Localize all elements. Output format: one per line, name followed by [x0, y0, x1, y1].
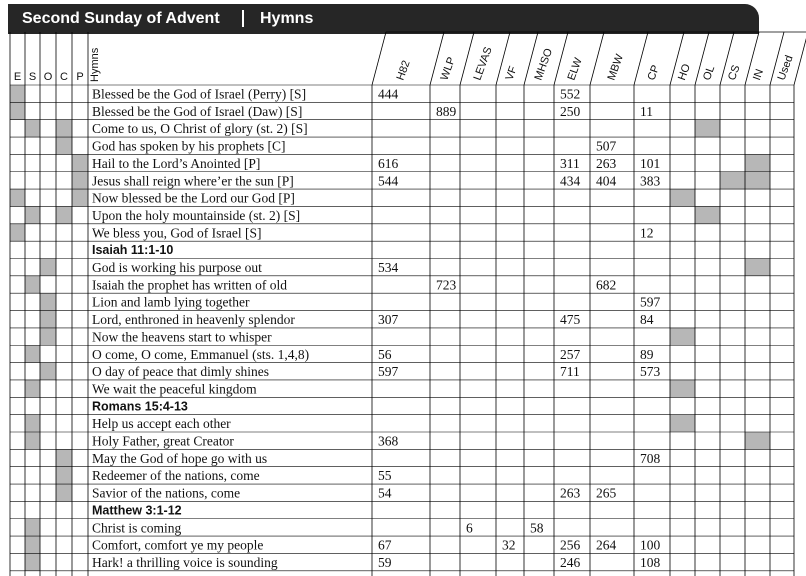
- column-header-ho: HO: [676, 62, 693, 83]
- hymn-title: Upon the holy mountainside (st. 2) [S]: [92, 207, 301, 223]
- hymn-title: Savior of the nations, come: [92, 485, 241, 501]
- column-header-cp: CP: [645, 63, 663, 83]
- shaded-cell: [745, 432, 770, 449]
- hymn-number: 56: [378, 346, 392, 362]
- shaded-cell: [56, 120, 72, 137]
- hymn-number: 444: [378, 86, 399, 102]
- hymn-number: 6: [466, 520, 473, 536]
- hymn-number: 263: [596, 155, 617, 171]
- column-header-in: IN: [751, 67, 767, 83]
- hymn-title: May the God of hope go with us: [92, 450, 268, 466]
- hymn-title: Isaiah the prophet has written of old: [92, 277, 287, 293]
- shaded-cell: [56, 484, 72, 501]
- hymn-number: 723: [436, 277, 457, 293]
- hymn-number: 368: [378, 433, 399, 449]
- shaded-cell: [40, 311, 56, 328]
- hymn-number: 311: [560, 155, 580, 171]
- hymn-number: 507: [596, 138, 617, 154]
- column-header-wlp: WLP: [438, 55, 458, 83]
- shaded-cell: [25, 415, 40, 432]
- hymn-title: Lion and lamb lying together: [92, 294, 250, 310]
- hymn-number: 404: [596, 173, 617, 189]
- hymn-number: 534: [378, 260, 399, 275]
- column-header-h82: H82: [394, 58, 413, 83]
- hymn-number: 263: [560, 485, 581, 501]
- scripture-reading: Isaiah 11:1-10: [92, 243, 174, 258]
- column-header-used: Used: [775, 53, 796, 83]
- hymn-title: Hail to the Lord’s Anointed [P]: [92, 155, 261, 171]
- shaded-cell: [56, 449, 72, 466]
- hymn-title: Blessed be the God of Israel (Perry) [S]: [92, 86, 307, 102]
- shaded-cell: [670, 328, 695, 345]
- shaded-cell: [25, 206, 40, 223]
- hymn-title: We bless you, God of Israel [S]: [92, 225, 262, 241]
- hymn-number: 54: [378, 485, 392, 501]
- shaded-cell: [56, 467, 72, 484]
- shaded-cell: [72, 172, 88, 189]
- hymn-number: 264: [596, 537, 617, 553]
- hymn-title: Now blessed be the Lord our God [P]: [92, 190, 295, 206]
- shaded-cell: [745, 259, 770, 276]
- column-header-cs: CS: [726, 63, 743, 83]
- hymn-number: 250: [560, 103, 581, 119]
- shaded-cell: [745, 172, 770, 189]
- hymn-number: 597: [378, 364, 399, 380]
- left-col-header: C: [60, 71, 68, 83]
- shaded-cell: [745, 154, 770, 171]
- column-header-mbw: MBW: [605, 52, 627, 83]
- hymn-number: 108: [640, 554, 661, 570]
- hymn-number: 434: [560, 173, 581, 189]
- hymn-title: Now the heavens start to whisper: [92, 329, 272, 345]
- shaded-cell: [25, 380, 40, 397]
- column-header-levas: LEVAS: [471, 45, 495, 83]
- shaded-cell: [695, 206, 720, 223]
- hymn-number: 708: [640, 450, 661, 466]
- hymn-title: God has spoken by his prophets [C]: [92, 138, 286, 154]
- hymn-number: 55: [378, 468, 392, 484]
- hymn-title: Blessed be the God of Israel (Daw) [S]: [92, 103, 303, 119]
- hymn-number: 67: [378, 537, 392, 553]
- header-slant: [794, 32, 806, 85]
- hymn-title: Redeemer of the nations, come: [92, 468, 260, 484]
- column-header-ol: OL: [701, 64, 718, 83]
- shaded-cell: [25, 345, 40, 362]
- column-header-mhso: MHSO: [532, 46, 556, 83]
- shaded-cell: [10, 189, 25, 206]
- page-title: Second Sunday of Advent: [22, 10, 220, 27]
- hymn-number: 101: [640, 155, 661, 171]
- header-slant: [372, 32, 386, 85]
- shaded-cell: [25, 553, 40, 570]
- shaded-cell: [40, 328, 56, 345]
- shaded-cell: [695, 120, 720, 137]
- hymn-title: Holy Father, great Creator: [92, 433, 234, 449]
- shaded-cell: [40, 259, 56, 276]
- shaded-cell: [56, 137, 72, 154]
- hymn-title: Help us accept each other: [92, 416, 231, 432]
- hymn-number: 59: [378, 554, 392, 570]
- hymn-title: We wait the peaceful kingdom: [92, 381, 257, 397]
- shaded-cell: [25, 120, 40, 137]
- shaded-cell: [40, 293, 56, 310]
- shaded-cell: [72, 154, 88, 171]
- scripture-reading: Romans 15:4-13: [92, 399, 188, 414]
- hymn-number: 475: [560, 312, 581, 328]
- hymns-column-header: Hymns: [89, 47, 101, 82]
- header-slant: [590, 32, 604, 85]
- shaded-cell: [10, 224, 25, 241]
- hymn-number: 265: [596, 485, 617, 501]
- hymn-number: 84: [640, 312, 654, 328]
- shaded-cell: [56, 206, 72, 223]
- hymn-number: 257: [560, 346, 581, 362]
- left-col-header: E: [13, 71, 22, 83]
- hymn-number: 544: [378, 173, 399, 189]
- left-col-header: P: [76, 71, 84, 83]
- hymn-number: 711: [560, 364, 580, 380]
- hymn-number: 100: [640, 537, 661, 553]
- hymn-title: Lord, enthroned in heavenly splendor: [92, 312, 295, 328]
- hymn-title: Hark! a thrilling voice is sounding: [92, 554, 278, 570]
- shaded-cell: [25, 536, 40, 553]
- shaded-cell: [25, 432, 40, 449]
- shaded-cell: [10, 102, 25, 119]
- hymn-number: 616: [378, 155, 399, 171]
- hymn-number: 552: [560, 86, 581, 102]
- page-subtitle: Hymns: [260, 10, 314, 27]
- hymn-title: God is working his purpose out: [92, 260, 262, 275]
- shaded-cell: [72, 189, 88, 206]
- hymn-title: O come, O come, Emmanuel (sts. 1,4,8): [92, 346, 310, 362]
- scripture-reading: Matthew 3:1-12: [92, 503, 182, 518]
- left-col-header: O: [43, 71, 53, 83]
- hymn-number: 573: [640, 364, 661, 380]
- column-header-vf: VF: [503, 64, 520, 83]
- hymn-title: Christ is coming: [92, 520, 182, 536]
- shaded-cell: [25, 276, 40, 293]
- hymn-number: 58: [530, 520, 544, 536]
- hymn-number: 32: [502, 537, 516, 553]
- hymn-title: Come to us, O Christ of glory (st. 2) [S]: [92, 121, 308, 137]
- hymn-number: 256: [560, 537, 581, 553]
- column-header-elw: ELW: [565, 56, 585, 83]
- shaded-cell: [720, 172, 745, 189]
- hymn-number: 383: [640, 173, 661, 189]
- shaded-cell: [670, 189, 695, 206]
- hymn-number: 246: [560, 554, 581, 570]
- left-col-header: S: [28, 71, 37, 83]
- hymn-number: 889: [436, 103, 457, 119]
- hymn-title: Comfort, comfort ye my people: [92, 537, 264, 553]
- shaded-cell: [670, 380, 695, 397]
- hymn-number: 11: [640, 103, 653, 119]
- hymn-number: 682: [596, 277, 617, 293]
- shaded-cell: [670, 415, 695, 432]
- hymn-number: 89: [640, 346, 654, 362]
- hymn-title: O day of peace that dimly shines: [92, 364, 269, 380]
- hymn-title: Jesus shall reign where’er the sun [P]: [92, 173, 294, 189]
- shaded-cell: [25, 519, 40, 536]
- hymn-number: 12: [640, 225, 654, 241]
- shaded-cell: [10, 85, 25, 102]
- shaded-cell: [40, 363, 56, 380]
- hymn-number: 597: [640, 294, 661, 310]
- hymn-number: 307: [378, 312, 399, 328]
